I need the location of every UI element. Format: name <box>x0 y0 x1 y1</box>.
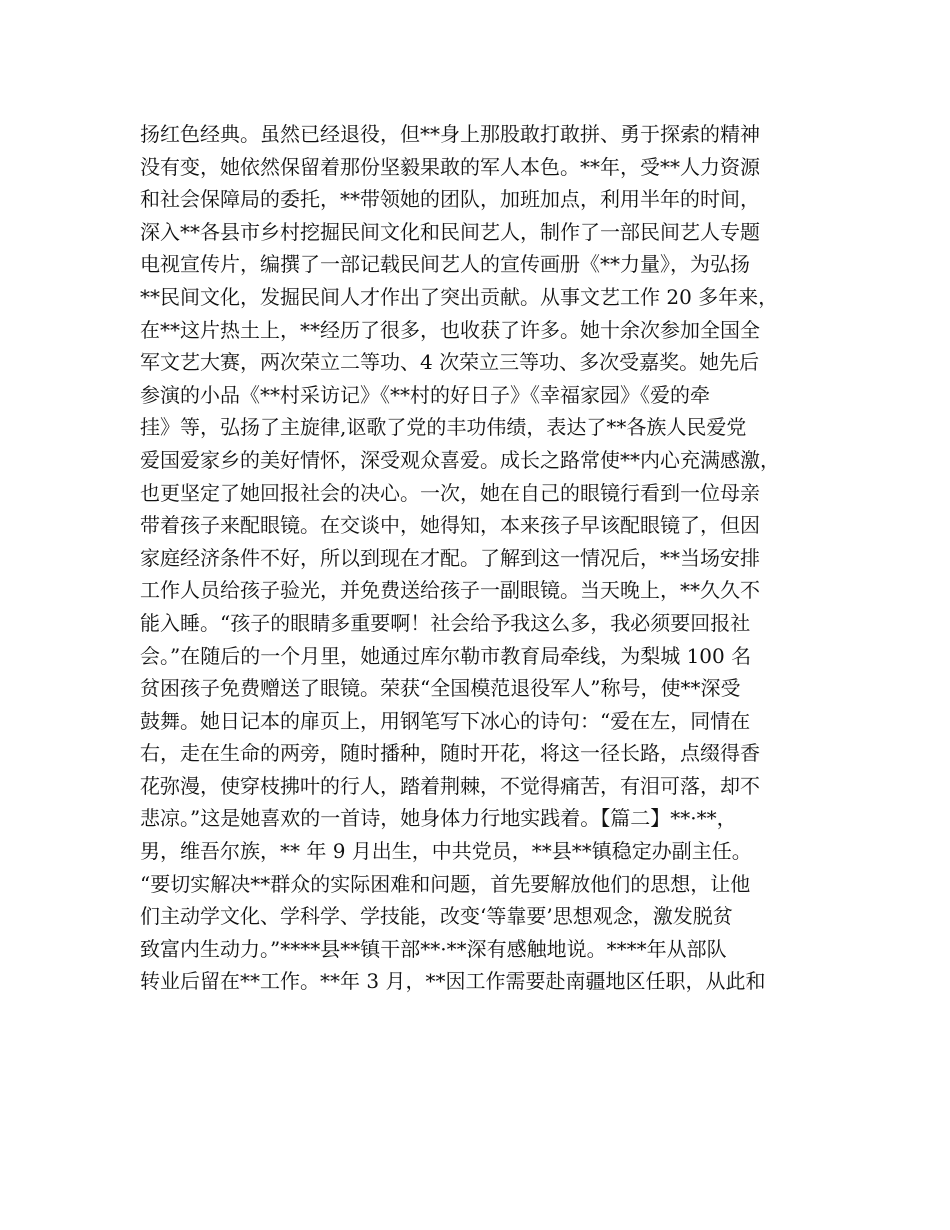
text-line-12: 也更坚定了她回报社会的决心。一次，她在自己的眼镜行看到一位母亲 <box>140 480 760 505</box>
text-line-14: 家庭经济条件不好，所以到现在才配。了解到这一情况后，**当场安排 <box>140 545 760 570</box>
text-line-20: 右，走在生命的两旁，随时播种，随时开花，将这一径长路，点缀得香 <box>140 741 760 766</box>
text-line-21: 花弥漫，使穿枝拂叶的行人，踏着荆棘，不觉得痛苦，有泪可落，却不 <box>140 773 760 798</box>
text-line-6: **民间文化，发掘民间人才作出了突出贡献。从事文艺工作 20 多年来， <box>140 284 779 309</box>
text-line-27: 转业后留在**工作。**年 3 月，**因工作需要赴南疆地区任职，从此和 <box>140 969 766 994</box>
text-line-17: 会。”在随后的一个月里，她通过库尔勒市教育局牵线，为梨城 100 名 <box>140 643 752 668</box>
text-line-7: 在**这片热土上，**经历了很多，也收获了许多。她十余次参加全国全 <box>140 317 760 342</box>
text-line-13: 带着孩子来配眼镜。在交谈中，她得知，本来孩子早该配眼镜了，但因 <box>140 513 760 538</box>
text-line-8: 军文艺大赛，两次荣立二等功、4 次荣立三等功、多次受嘉奖。她先后 <box>140 350 760 375</box>
text-line-5: 电视宣传片，编撰了一部记载民间艺人的宣传画册《**力量》，为弘扬 <box>140 252 750 277</box>
text-line-15: 工作人员给孩子验光，并免费送给孩子一副眼镜。当天晚上，**久久不 <box>140 578 760 603</box>
body-text <box>140 118 830 998</box>
text-line-10: 挂》等，弘扬了主旋律,讴歌了党的丰功伟绩，表达了**各族人民爱党 <box>140 415 747 440</box>
text-line-1: 扬红色经典。虽然已经退役，但**身上那股敢打敢拼、勇于探索的精神 <box>140 122 760 146</box>
text-line-22: 悲凉。”这是她喜欢的一首诗，她身体力行地实践着。【篇二】**·**， <box>140 806 737 831</box>
text-line-25: 们主动学文化、学科学、学技能，改变‘等靠要’思想观念，激发脱贫 <box>140 904 733 929</box>
text-line-2: 没有变，她依然保留着那份坚毅果敢的军人本色。**年，受**人力资源 <box>140 154 760 179</box>
text-line-16: 能入睡。“孩子的眼睛多重要啊！社会给予我这么多，我必须要回报社 <box>140 610 751 635</box>
text-line-23: 男，维吾尔族，** 年 9 月出生，中共党员，**县**镇稳定办副主任。 <box>140 839 752 864</box>
text-line-18: 贫困孩子免费赠送了眼镜。荣获“全国模范退役军人”称号，使**深受 <box>140 676 741 701</box>
text-line-3: 和社会保障局的委托，**带领她的团队，加班加点，利用半年的时间， <box>140 187 760 212</box>
text-line-11: 爱国爱家乡的美好情怀，深受观众喜爱。成长之路常使**内心充满感激， <box>140 447 780 472</box>
text-line-26: 致富内生动力。”****县**镇干部**·**深有感触地说。****年从部队 <box>140 936 727 961</box>
text-line-19: 鼓舞。她日记本的扉页上，用钢笔写下冰心的诗句：“爱在左，同情在 <box>140 708 751 733</box>
text-line-4: 深入**各县市乡村挖掘民间文化和民间艺人，制作了一部民间艺人专题 <box>140 219 760 244</box>
text-line-9: 参演的小品《**村采访记》《**村的好日子》《幸福家园》《爱的牵 <box>140 382 710 407</box>
text-line-24: “要切实解决**群众的实际困难和问题，首先要解放他们的思想，让他 <box>140 871 751 896</box>
